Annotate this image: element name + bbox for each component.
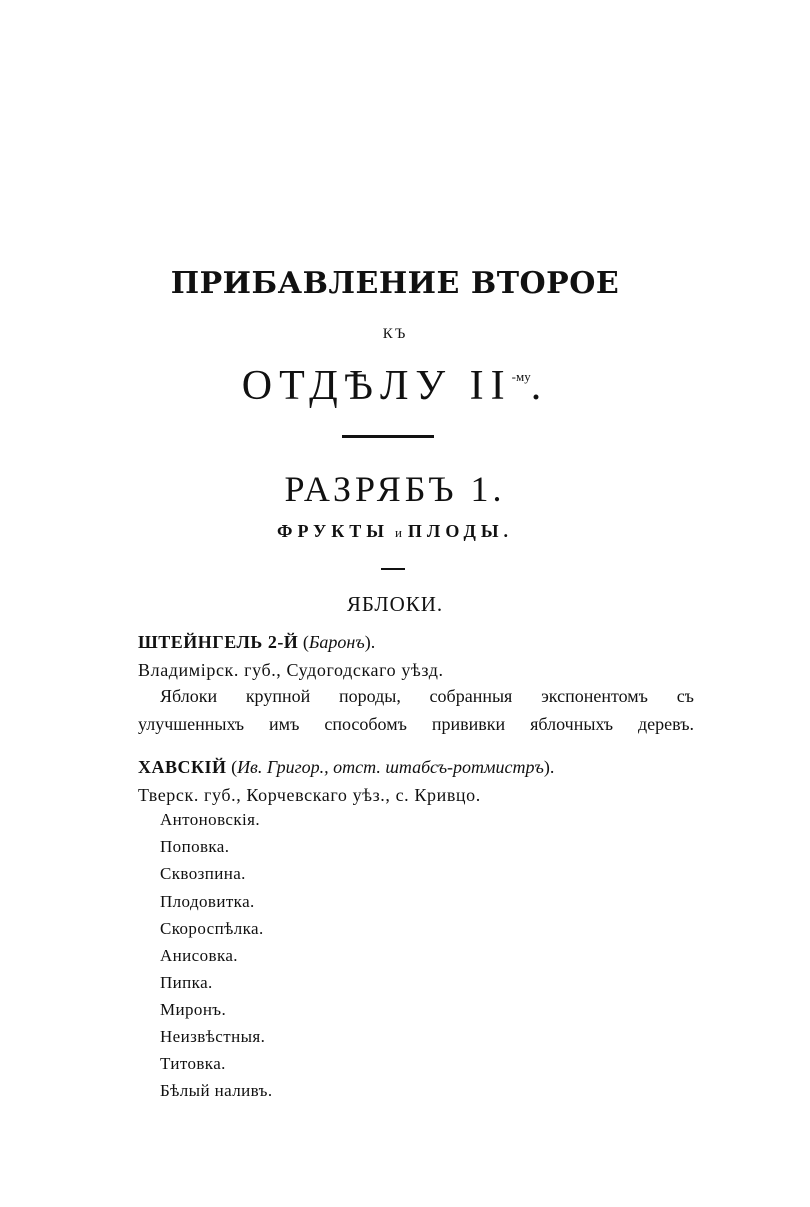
- exhibitor-detail-close: ).: [543, 757, 555, 777]
- exhibitor-place-1: Владимірск. губ., Судогодскаго уѣзд.: [138, 660, 444, 680]
- category-heading: РАЗРЯБЪ 1.: [284, 469, 506, 509]
- subtitle-and: и: [394, 525, 402, 540]
- exhibit-description-line: улучшенныхъ имъ способомъ прививки яблочныхъ деревъ.: [138, 714, 694, 734]
- section-period: .: [530, 363, 549, 409]
- list-item: Бѣлый наливъ.: [160, 1081, 273, 1100]
- list-item: Пипка.: [160, 973, 213, 992]
- exhibitor-title: Ив. Григор., отст. штабсъ-ротмистръ: [237, 757, 544, 777]
- list-item: Антоновскія.: [160, 810, 261, 829]
- exhibitor-detail-open: (: [298, 632, 309, 652]
- section-label: ОТДѢЛУ II: [241, 363, 512, 409]
- exhibitor-surname: ШТЕЙНГЕЛЬ 2-Й: [138, 632, 299, 652]
- group-heading: ЯБЛОКИ.: [346, 592, 444, 616]
- list-item: Плодовитка.: [160, 892, 255, 911]
- subtitle-plody: ПЛОДЫ.: [407, 521, 513, 541]
- section-superscript: -му: [511, 369, 531, 384]
- title-divider: [342, 435, 434, 438]
- list-item: Скороспѣлка.: [160, 919, 264, 938]
- list-item: Титовка.: [160, 1054, 226, 1073]
- exhibitor-detail-open: (: [226, 757, 238, 777]
- exhibitor-detail-close: ).: [364, 632, 376, 652]
- exhibitor-name-2: [138, 757, 554, 778]
- exhibit-description-line: Яблоки крупной породы, собранныя экспонентомъ съ: [160, 686, 694, 706]
- list-item: Анисовка.: [160, 946, 238, 965]
- category-subtitle: [0, 521, 790, 542]
- exhibitor-surname: ХАВСКІЙ: [138, 757, 227, 777]
- list-item: Миронъ.: [160, 1000, 227, 1019]
- title-connector: КЪ: [382, 326, 408, 342]
- subtitle-fruits: ФРУКТЫ: [277, 521, 389, 541]
- list-item: Сквозпина.: [160, 864, 246, 883]
- exhibitor-name-1: [138, 632, 375, 653]
- list-item: Поповка.: [160, 837, 230, 856]
- page-title: ПРИБАВЛЕНИЕ ВТОРОЕ: [170, 266, 620, 301]
- section-heading: [0, 362, 790, 410]
- exhibitor-place-2: Тверск. губ., Корчевскаго уѣз., с. Кривцо.: [138, 785, 481, 805]
- subtitle-divider: [381, 568, 405, 570]
- exhibitor-title: Баронъ: [308, 632, 365, 652]
- list-item: Неизвѣстныя.: [160, 1027, 266, 1046]
